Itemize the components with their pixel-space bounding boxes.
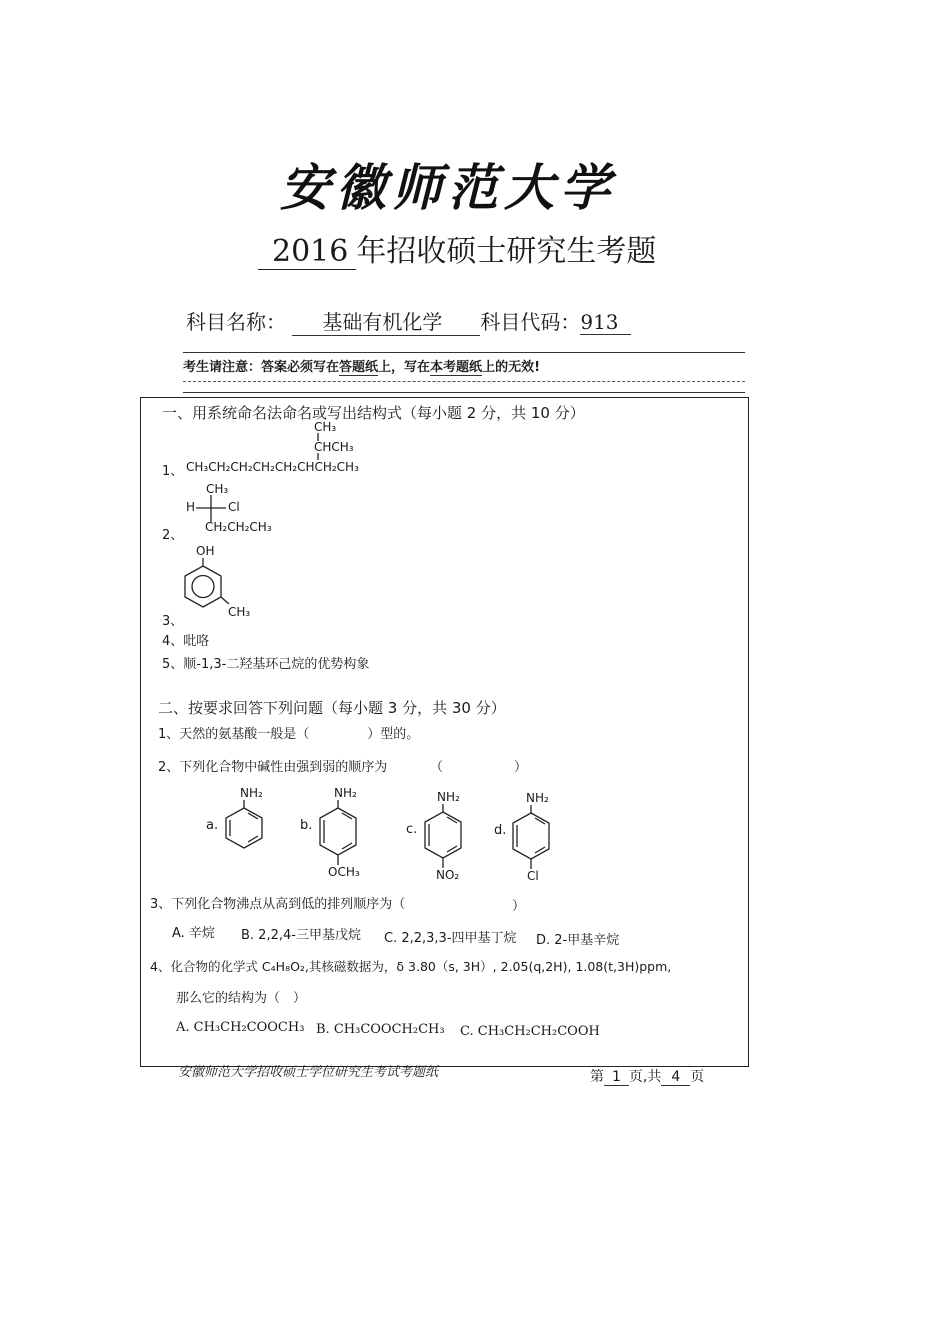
q3-oh: OH xyxy=(196,544,215,558)
q3-ch3: CH₃ xyxy=(228,605,251,619)
compound-a-nh2: NH₂ xyxy=(240,786,263,800)
section2-heading: 二、按要求回答下列问题（每小题 3 分，共 30 分） xyxy=(158,699,506,717)
s2-q4-line1: 4、化合物的化学式 C₄H₈O₂,其核磁数据为，δ 3.80（s, 3H）, 2.05(q,2H), 1.08(t,3H)ppm, xyxy=(150,959,672,974)
notice-question-sheet: 本考题纸 xyxy=(430,356,482,376)
compound-c-nh2: NH₂ xyxy=(437,790,460,804)
s2-q3-option-a: A. 辛烷 xyxy=(172,926,215,941)
compound-c-no2: NO₂ xyxy=(436,868,460,882)
s2-q3-option-c: C. 2,2,3,3-四甲基丁烷 xyxy=(384,931,517,946)
ring-d xyxy=(513,813,549,859)
subject-label: 科目名称： xyxy=(186,310,286,334)
q1-number: 1、 xyxy=(162,464,184,479)
q2-number: 2、 xyxy=(162,528,184,543)
compound-b-och3: OCH₃ xyxy=(328,865,360,879)
page-number: 1 xyxy=(604,1069,629,1086)
university-title: 安徽师范大学 xyxy=(280,158,616,217)
s2-q4-option-c: C. CH₃CH₂CH₂COOH xyxy=(460,1024,600,1039)
exam-title-suffix: 年招收硕士研究生考题 xyxy=(356,234,657,269)
q1-branch-chch3: CHCH₃ xyxy=(314,440,354,454)
q2-cl: Cl xyxy=(228,500,240,514)
ring-c xyxy=(425,812,461,858)
q2-bottom: CH₂CH₂CH₃ xyxy=(205,520,272,534)
s2-q1: 1、天然的氨基酸一般是（ ）型的。 xyxy=(158,727,420,742)
compound-b-nh2: NH₂ xyxy=(334,786,357,800)
q1-branch-ch3: CH₃ xyxy=(314,420,337,434)
compound-b-label: b. xyxy=(300,818,313,833)
s2-q3-option-d: D. 2-甲基辛烷 xyxy=(536,933,620,948)
page-total: 4 xyxy=(661,1069,690,1086)
ring-b-double-1 xyxy=(342,813,352,819)
compound-d-nh2: NH₂ xyxy=(526,791,549,805)
ring-c-double-1 xyxy=(447,817,457,823)
ring-b xyxy=(320,808,356,855)
footer-page-count: 第 1 页,共 4 页 xyxy=(590,1069,705,1085)
section1-heading: 一、用系统命名法命名或写出结构式（每小题 2 分，共 10 分） xyxy=(162,404,585,422)
s2-q3-text: 3、下列化合物沸点从高到低的排列顺序为（ xyxy=(150,897,406,912)
q3-number: 3、 xyxy=(162,614,184,629)
footer-exam-sheet: 安徽师范大学招收硕士学位研究生考试考题纸 xyxy=(178,1065,439,1080)
notice-answer-sheet: 答题纸 xyxy=(339,356,378,376)
s2-q2-close: ） xyxy=(514,760,528,775)
q5-text: 5、顺-1,3-二羟基环己烷的优势构象 xyxy=(162,657,370,672)
s2-q2-text: 2、下列化合物中碱性由强到弱的顺序为 xyxy=(158,760,388,775)
compound-a-label: a. xyxy=(206,818,219,833)
subject-name: 基础有机化学 xyxy=(292,306,480,336)
q1-formula: CH₃CH₂CH₂CH₂CH₂CHCH₂CH₃ xyxy=(186,460,359,474)
s2-q4-line2: 那么它的结构为（ ） xyxy=(176,991,307,1006)
s2-q3-close: ） xyxy=(512,899,526,914)
s2-q2-open: （ xyxy=(430,760,444,775)
subject-code: 913 xyxy=(580,310,630,335)
notice: 考生请注意：答案必须写在答题纸上，写在本考题纸上的无效! xyxy=(183,356,540,376)
ring-d-double-1 xyxy=(535,818,545,824)
ring-a xyxy=(226,808,262,848)
s2-q3-option-b: B. 2,2,4-三甲基戊烷 xyxy=(241,928,361,943)
compound-d-label: d. xyxy=(494,823,507,838)
ring-a-double-1 xyxy=(248,813,258,819)
q4-text: 4、吡咯 xyxy=(162,634,210,649)
s2-q4-option-a: A. CH₃CH₂COOCH₃ xyxy=(176,1020,305,1035)
compound-c-label: c. xyxy=(406,822,418,837)
compound-d-cl: Cl xyxy=(527,869,539,883)
code-label: 科目代码： xyxy=(480,310,581,334)
exam-year: 2016 xyxy=(258,234,356,270)
s2-q4-option-b: B. CH₃COOCH₂CH₃ xyxy=(316,1022,445,1037)
q2-h: H xyxy=(186,500,196,514)
q2-top-ch3: CH₃ xyxy=(206,482,229,496)
